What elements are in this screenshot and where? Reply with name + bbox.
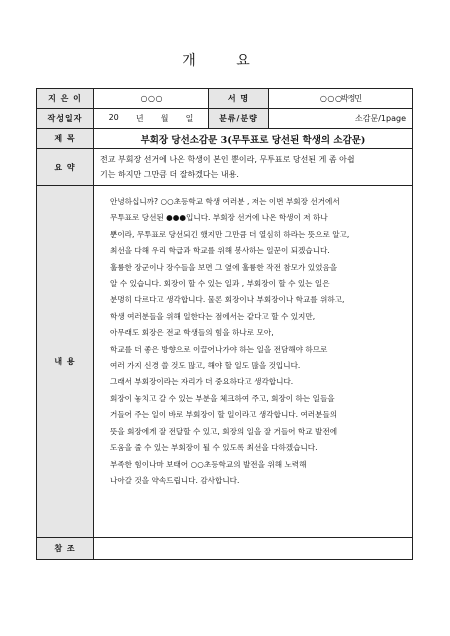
- date-day-unit: 일: [185, 114, 194, 123]
- signature-label: 서 명: [209, 89, 269, 109]
- reference-label: 참 조: [37, 538, 94, 560]
- content-line: 최선을 다해 우리 학급과 학교를 위해 봉사하는 일꾼이 되겠습니다.: [110, 246, 330, 256]
- reference-value: [94, 538, 413, 560]
- author-value: ○ ○ ○: [94, 89, 209, 109]
- summary-label: 요 약: [37, 149, 94, 186]
- content-line: 알 수 있습니다. 회장이 할 수 있는 일과 , 부회장이 할 수 있는 일은: [110, 279, 330, 289]
- content-line: 학생 여러분들을 위해 일한다는 점에서는 같다고 할 수 있지만,: [110, 311, 316, 321]
- date-year-unit: 년: [135, 114, 144, 123]
- content-body: [94, 186, 413, 538]
- content-line: 학교를 더 좋은 방향으로 이끌어나가야 하는 일을 전담해야 하므로: [110, 344, 328, 354]
- summary-text: [94, 149, 413, 186]
- signature-value: ○ ○ ○박정민: [269, 89, 413, 109]
- subject-value: 부회장 당선소감문 3(무투표로 당선된 학생의 소감문): [94, 129, 413, 149]
- date-label: 작성일자: [37, 109, 94, 129]
- date-month-unit: 월: [160, 114, 169, 123]
- category-value: 소감문/1page: [269, 109, 413, 129]
- content-line: 안녕하십니까? ○○초등학교 학생 여러분 , 저는 이번 부회장 선거에서: [110, 197, 340, 206]
- content-line: 나아갈 것을 약속드립니다. 감사합니다.: [110, 475, 240, 485]
- content-line: 아무래도 회장은 전교 학생들의 힘을 하나로 모아,: [110, 328, 274, 338]
- summary-line: 전교 부회장 선거에 나온 학생이 본인 뿐이라, 무투표로 당선된 게 좀 아쉽: [100, 155, 355, 164]
- overview-form-table: [36, 88, 413, 560]
- content-line: 분명히 다르다고 생각합니다. 물론 회장이나 부회장이나 학교를 위하고,: [110, 295, 345, 305]
- content-line: 뜻을 회장에게 잘 전달할 수 있고, 회장의 일을 잘 거들어 학교 발전에: [110, 426, 338, 436]
- content-line: 무투표로 당선된 ●●●입니다. 부회장 선거에 나온 학생이 저 하나: [110, 213, 328, 223]
- date-value: [94, 109, 209, 129]
- content-line: 뿐이라, 무투표로 당선되긴 했지만 그만큼 더 열심히 하라는 뜻으로 알고,: [110, 229, 350, 239]
- page-title: 개 요: [182, 53, 268, 69]
- content-line: 여러 가지 신경 쓸 것도 많고, 해야 할 일도 많을 것입니다.: [110, 361, 301, 371]
- content-line: 부족한 힘이나마 보태어 ○○초등학교의 발전을 위해 노력해: [110, 459, 307, 469]
- author-label: 지 은 이: [37, 89, 94, 109]
- content-line: 그래서 부회장이라는 자리가 더 중요하다고 생각합니다.: [110, 377, 294, 387]
- subject-label: 제 목: [37, 129, 94, 149]
- content-line: 도움을 줄 수 있는 부회장이 될 수 있도록 최선을 다하겠습니다.: [110, 443, 318, 453]
- content-line: 훌륭한 장군이나 장수들을 보면 그 옆에 훌륭한 작전 참모가 있었음을: [110, 262, 338, 272]
- date-year: 20: [108, 113, 119, 122]
- content-label: 내 용: [37, 186, 94, 538]
- content-line: 거들어 주는 일이 바로 부회장이 할 일이라고 생각합니다. 여러분들의: [110, 410, 338, 420]
- content-line: 회장이 놓치고 갈 수 있는 부분을 체크하여 주고, 회장이 하는 일들을: [110, 393, 335, 403]
- summary-line: 기는 하지만 그만큼 더 잘하겠다는 내용.: [100, 170, 239, 179]
- category-label: 분류/분량: [209, 109, 269, 129]
